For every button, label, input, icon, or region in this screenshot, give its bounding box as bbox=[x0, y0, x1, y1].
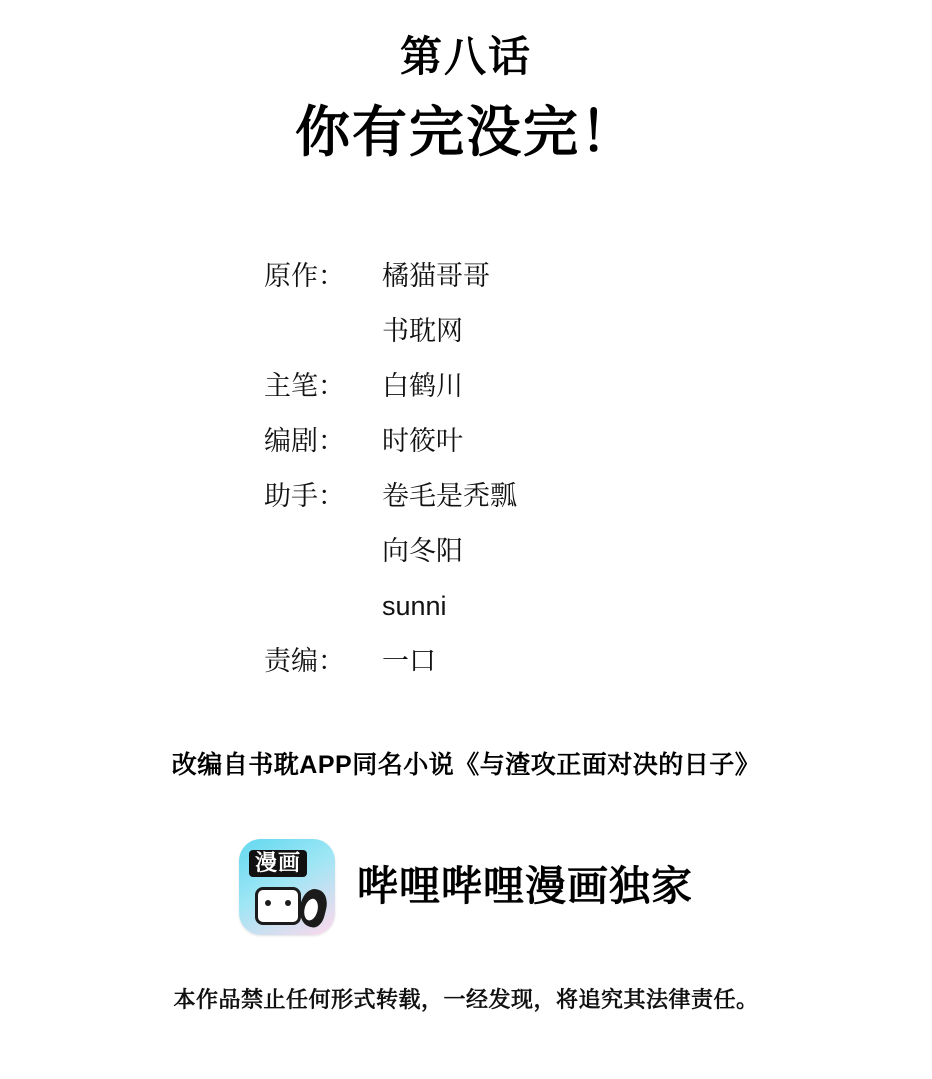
credit-row bbox=[264, 249, 704, 304]
credit-role: 原作： bbox=[264, 260, 345, 291]
credit-name: sunni bbox=[382, 590, 447, 621]
chapter-number: 第八话 bbox=[399, 33, 532, 80]
credit-role: 主笔： bbox=[264, 370, 345, 401]
credit-row bbox=[264, 579, 704, 634]
bilibili-comics-logo-icon bbox=[239, 839, 335, 935]
adapted-from-text: 改编自书耽APP同名小说《与渣攻正面对决的日子》 bbox=[171, 750, 761, 779]
credit-row bbox=[264, 414, 704, 469]
credit-name: 一口 bbox=[382, 645, 436, 676]
logo-badge-label: 漫画 bbox=[249, 850, 307, 877]
credit-row bbox=[264, 524, 704, 579]
credit-role: 编剧： bbox=[264, 425, 345, 456]
credit-name: 卷毛是秃瓢 bbox=[382, 480, 517, 511]
copyright-notice: 本作品禁止任何形式转载，一经发现，将追究其法律责任。 bbox=[173, 986, 759, 1012]
brand-row bbox=[239, 839, 693, 935]
credit-row bbox=[264, 469, 704, 524]
credit-role: 助手： bbox=[264, 480, 345, 511]
credit-name: 橘猫哥哥 bbox=[382, 260, 490, 291]
credit-name: 时筱叶 bbox=[382, 425, 463, 456]
brand-text: 哔哩哔哩漫画独家 bbox=[357, 863, 693, 910]
credit-row bbox=[264, 634, 704, 689]
credit-name: 白鹤川 bbox=[382, 370, 463, 401]
credit-row bbox=[264, 359, 704, 414]
mascot-face-icon bbox=[255, 887, 301, 925]
credit-role: 责编： bbox=[264, 645, 345, 676]
credit-name: 书耽网 bbox=[382, 315, 463, 346]
credit-name: 向冬阳 bbox=[382, 535, 463, 566]
credit-row bbox=[264, 304, 704, 359]
chapter-title: 你有完没完！ bbox=[294, 101, 637, 164]
credits-list bbox=[264, 249, 704, 689]
